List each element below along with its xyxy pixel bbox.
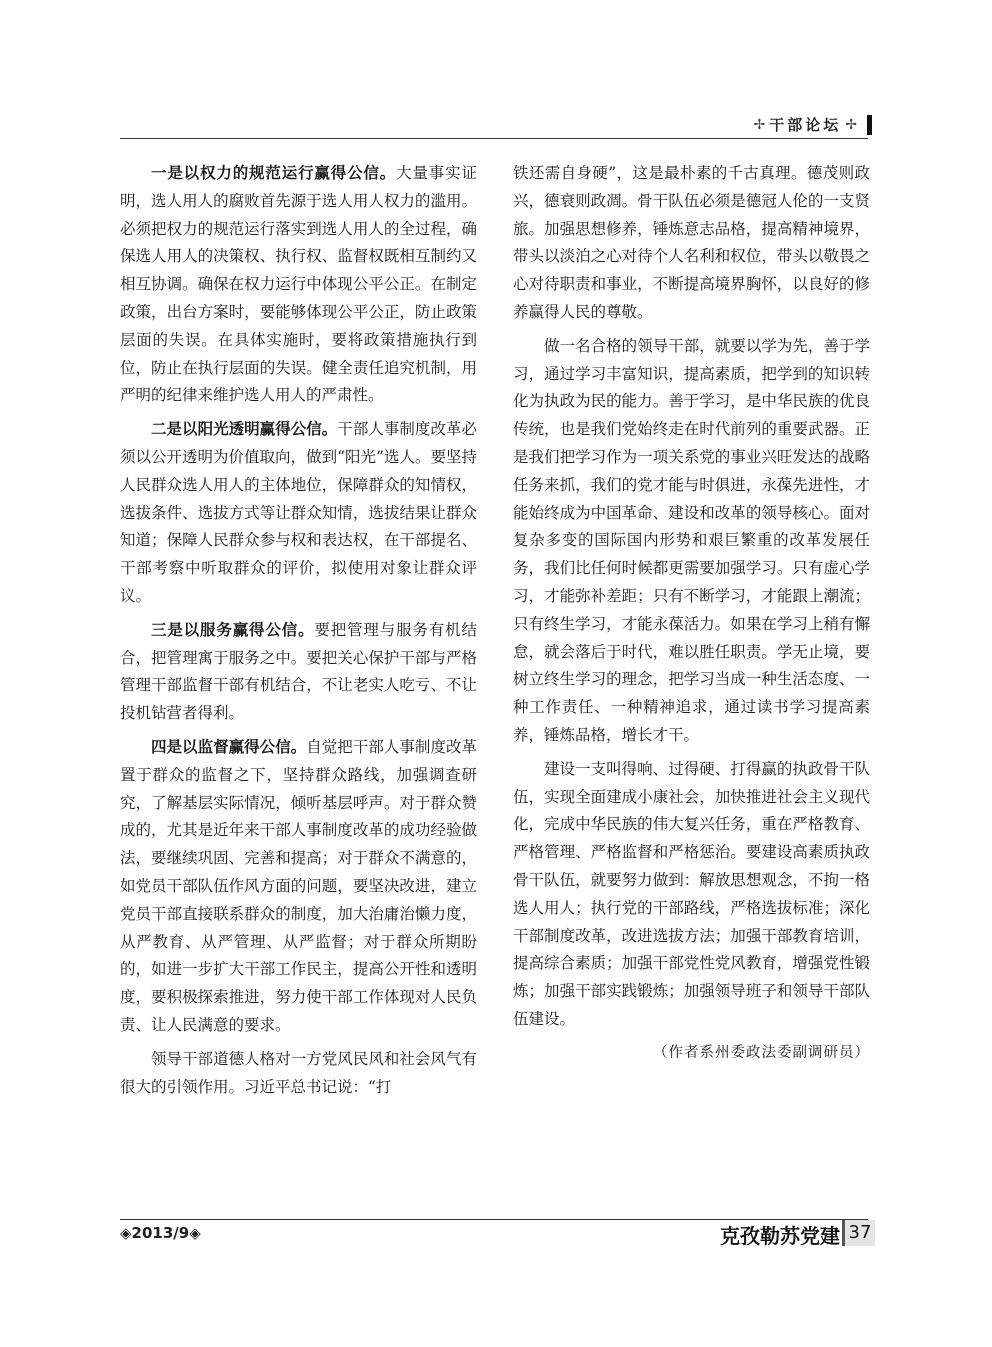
paragraph-text: 干部人事制度改革必须以公开透明为价值取向，做到“阳光”选人。要坚持人民群众选人用人的主体地位，保障群众的知情权，选拔条件、选拔方式等让群众知情，选拔结果让群众知道；保障人民群众参与权和表达权，在干部提名、干部考察中听取群众的评价，拟使用对象让群众评议。 — [120, 420, 477, 605]
paragraph-text: 大量事实证明，选人用人的腐败首先源于选人用人权力的滥用。必须把权力的规范运行落实到选人用人的全过程，确保选人用人的决策权、执行权、监督权既相互制约又相互协调。确保在权力运行中体现公平公正。在制定政策，出台方案时，要能够体现公平公正，防止政策层面的失误。在具体实施时，要将政策措施执行到位，防止在执行层面的失误。健全责任追究机制，用严明的纪律来维护选人用人的严肃性。 — [120, 164, 477, 405]
left-column — [120, 160, 477, 1107]
paragraph-text: 铁还需自身硬”，这是最朴素的千古真理。德茂则政兴，德衰则政凋。骨干队伍必须是德冠人伦的一支贤旅。加强思想修养，锤炼意志品格，提高精神境界，带头以淡泊之心对待个人名利和权位，带头以敬畏之心对待职责和事业，不断提高境界胸怀，以良好的修养赢得人民的尊敬。 — [513, 164, 870, 321]
header-ornament-icon: ✢ — [845, 116, 857, 133]
paragraph — [120, 734, 477, 1040]
header-bar — [867, 115, 872, 135]
paragraph-lead: 三是以服务赢得公信。 — [151, 620, 315, 639]
section-header — [754, 114, 872, 135]
right-column — [513, 160, 870, 1074]
paragraph — [513, 333, 870, 750]
paragraph-text: 领导干部道德人格对一方党风民风和社会风气有很大的引领作用。习近平总书记说：“打 — [120, 1049, 477, 1096]
paragraph — [120, 160, 477, 410]
page-number: 37 — [842, 1220, 875, 1246]
header-rule — [120, 138, 868, 139]
header-ornament-icon: ✢ — [753, 116, 766, 133]
paragraph-text: 建设一支叫得响、过得硬、打得赢的执政骨干队伍，实现全面建成小康社会，加快推进社会主义现代化，完成中华民族的伟大复兴任务，重在严格教育、严格管理、严格监督和严格惩治。要建设高素质执政骨干队伍，就要努力做到：解放思想观念，不拘一格选人用人；执行党的干部路线，严格选拔标准；深化干部制度改革，改进选拔方法；加强干部教育培训，提高综合素质；加强干部党性党风教育，增强党性锻炼；加强干部实践锻炼；加强领导班子和领导干部队伍建设。 — [513, 759, 870, 1028]
magazine-title: 克孜勒苏党建 — [720, 1224, 840, 1248]
paragraph — [513, 756, 870, 1034]
paragraph-text: 自觉把干部人事制度改革置于群众的监督之下，坚持群众路线，加强调查研究，了解基层实际情况，倾听基层呼声。对于群众赞成的，尤其是近年来干部人事制度改革的成功经验做法，要继续巩固、完善和提高；对于群众不满意的，如党员干部队伍作风方面的问题，要坚决改进，建立党员干部直接联系群众的制度，加大治庸治懒力度，从严教育、从严管理、从严监督；对于群众所期盼的，如进一步扩大干部工作民主，提高公开性和透明度，要积极探索推进，努力使干部工作体现对人民负责、让人民满意的要求。 — [120, 737, 477, 1034]
paragraph-lead: 一是以权力的规范运行赢得公信。 — [151, 164, 397, 182]
paragraph — [120, 416, 477, 611]
paragraph-text: 做一名合格的领导干部，就要以学为先，善于学习，通过学习丰富知识，提高素质，把学到的知识转化为执政为民的能力。善于学习，是中华民族的优良传统，也是我们党始终走在时代前列的重要武器。正是我们把学习作为一项关系党的事业兴旺发达的战略任务来抓，我们的党才能与时俱进，永葆先进性，才能始终成为中国革命、建设和改革的领导核心。面对复杂多变的国际国内形势和艰巨繁重的改革发展任务，我们比任何时候都更需要加强学习。只有虚心学习，才能弥补差距；只有不断学习，才能跟上潮流；只有终生学习，才能永葆活力。如果在学习上稍有懈怠，就会落后于时代，难以胜任职责。学无止境，要树立终生学习的理念，把学习当成一种生活态度、一种工作责任、一种精神追求，通过读书学习提高素养，锤炼品格，增长才干。 — [513, 336, 870, 744]
issue-date: ◈2013/9◈ — [120, 1224, 201, 1242]
author-note: （作者系州委政法委副调研员） — [653, 1044, 870, 1061]
paragraph — [120, 1046, 477, 1102]
paragraph-text: 要把管理与服务有机结合，把管理寓于服务之中。要把关心保护干部与严格管理干部监督干部有机结合，不让老实人吃亏、不让投机钻营者得利。 — [120, 620, 477, 723]
paragraph-lead: 四是以监督赢得公信。 — [151, 737, 307, 756]
paragraph-lead: 二是以阳光透明赢得公信。 — [151, 420, 338, 439]
paragraph — [513, 160, 870, 327]
section-title: 干部论坛 — [769, 116, 842, 134]
paragraph — [120, 617, 477, 728]
